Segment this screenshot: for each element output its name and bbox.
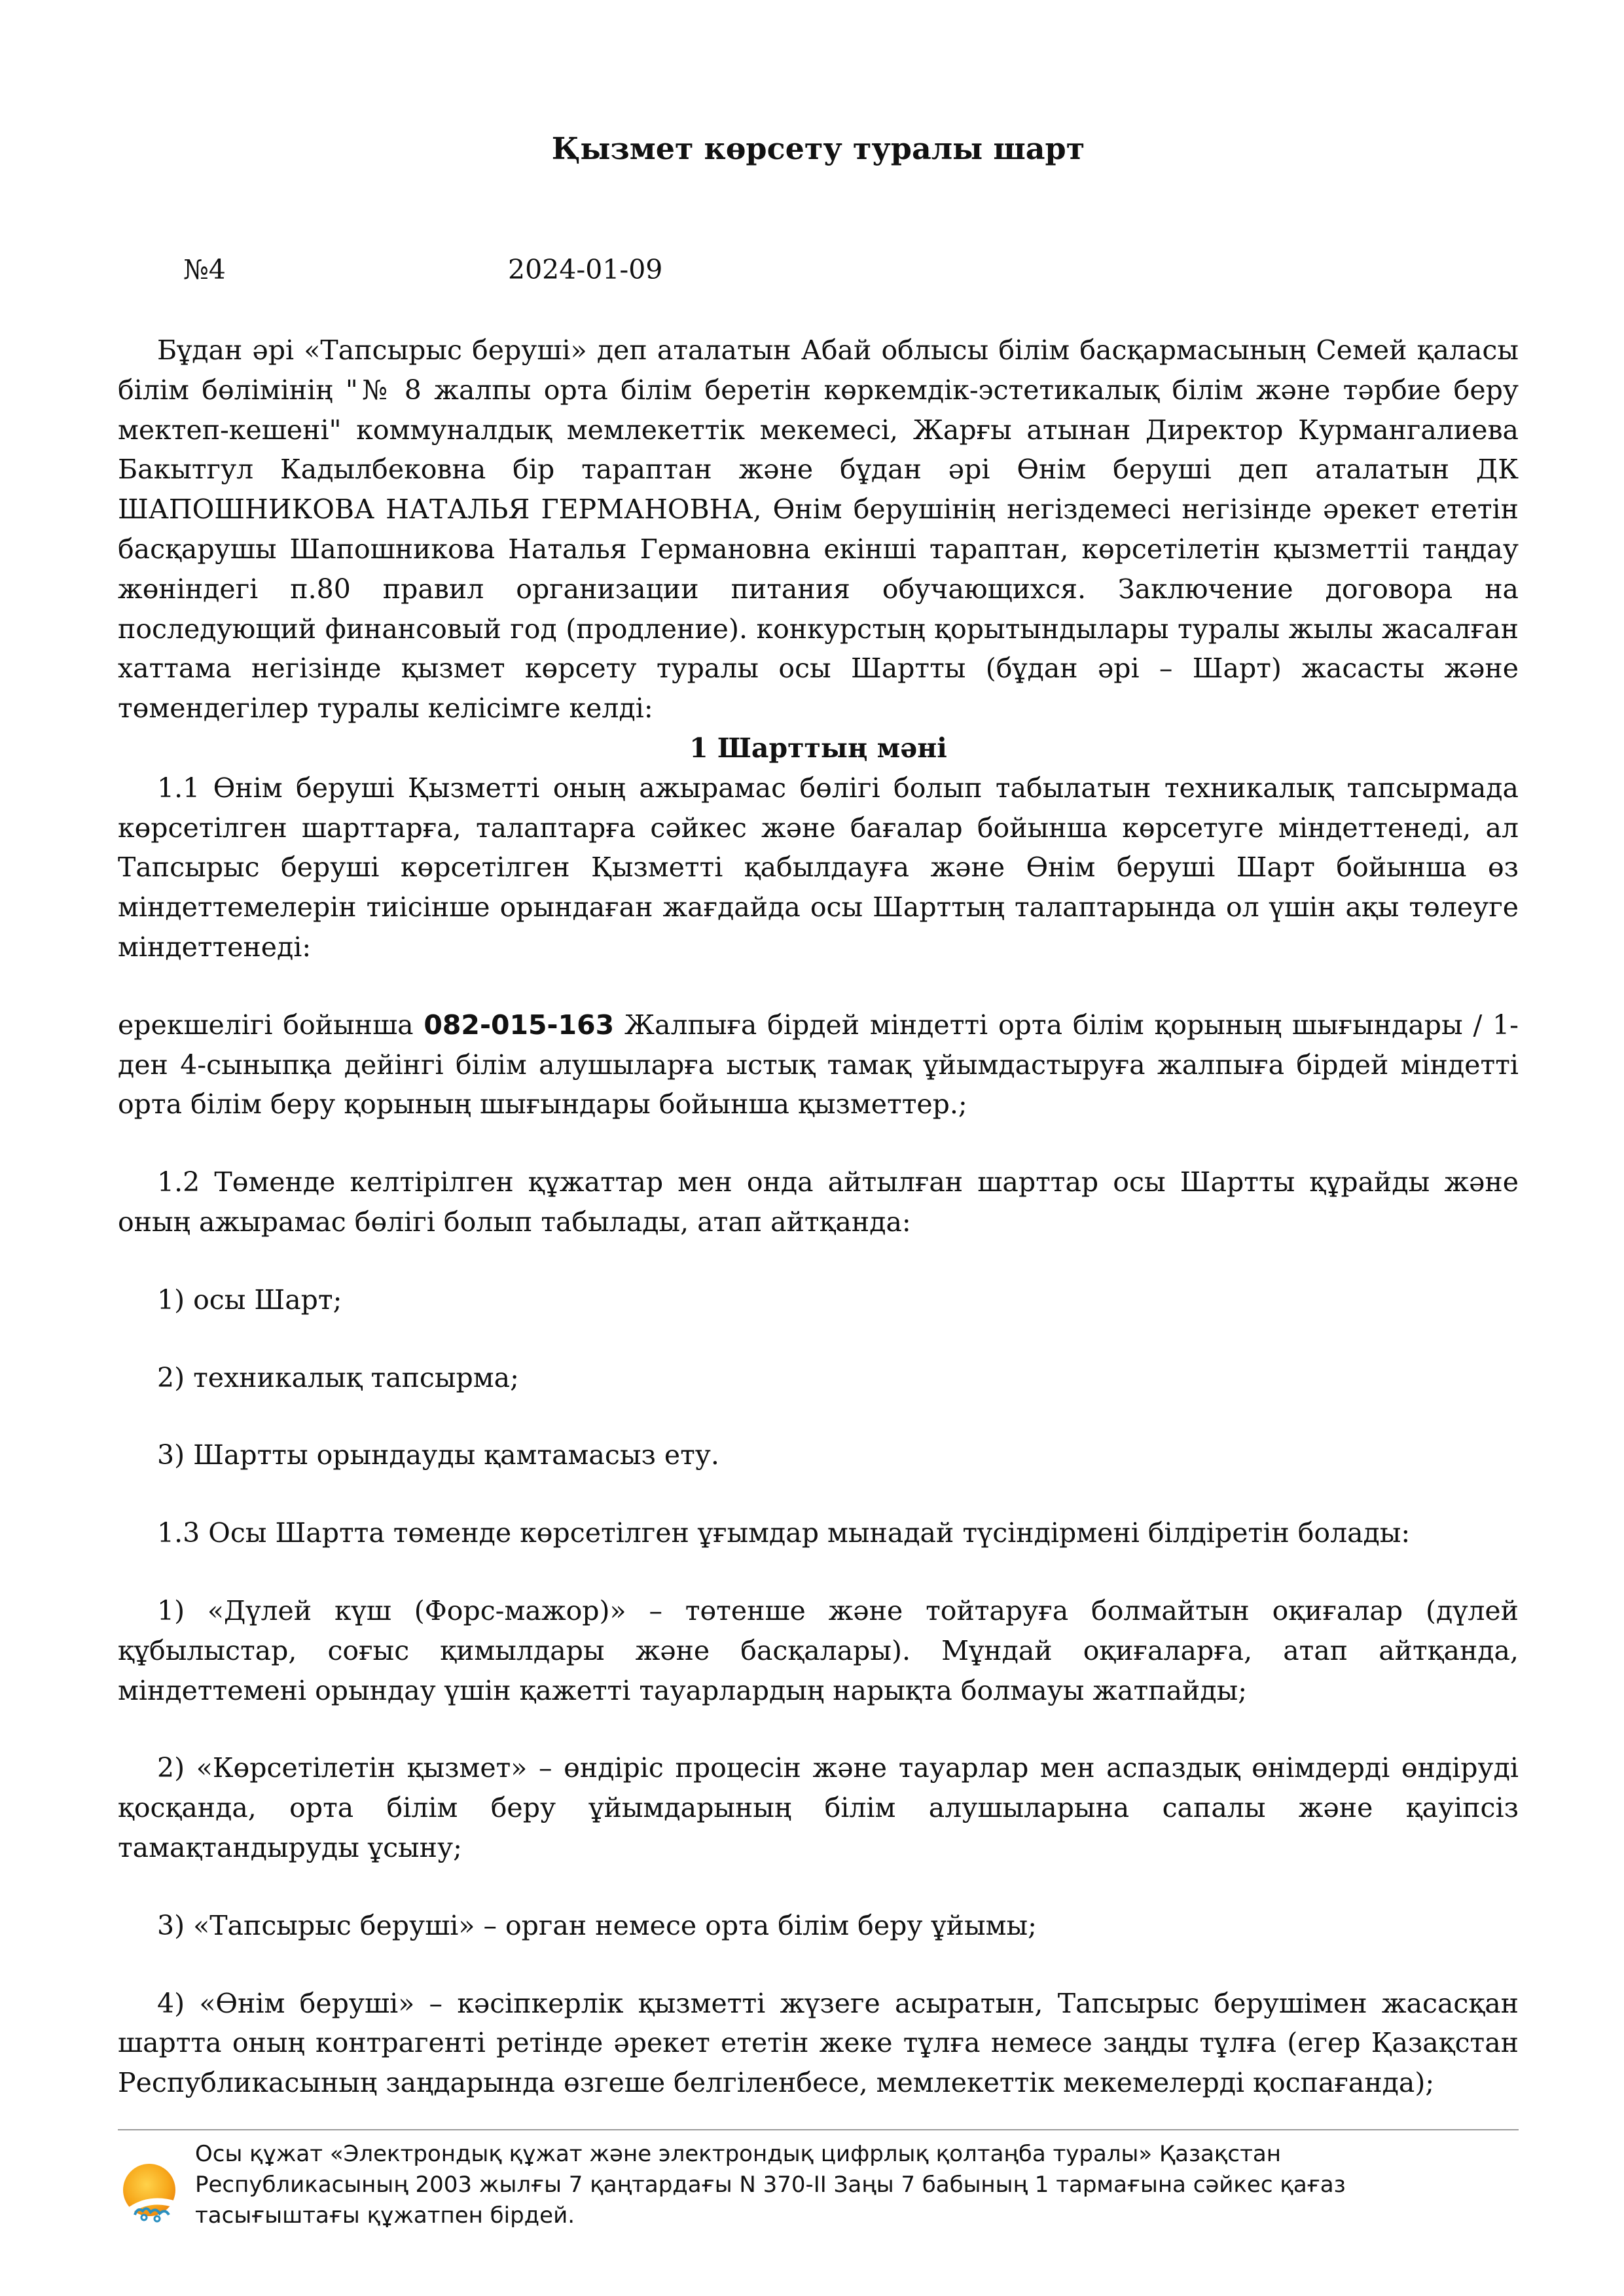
list-item-3: 3) Шартты орындауды қамтамасыз ету. [157, 1439, 719, 1471]
document-title: Қызмет көрсету туралы шарт [551, 131, 1085, 166]
document-body [118, 331, 1519, 2103]
paragraph-1-2: 1.2 Төменде келтірілген құжаттар мен онда айтылған шарттар осы Шартты құрайды және оның ажырамас бөлігі болып табылады, атап айтқанда: [118, 1166, 1519, 1238]
spec-prefix: ерекшелігі бойынша [118, 1009, 424, 1041]
document-number: №4 [183, 254, 226, 285]
definition-1: 1) «Дүлей күш (Форс-мажор)» – төтенше және тойтаруға болмайтын оқиғалар (дүлей құбылыстар, соғыс қимылдары және басқалары). Мұндай оқиғаларға, атап айтқанда, міндеттемені орындау үшін қажетті тауарлардың нарықта болмауы жатпайды; [118, 1594, 1519, 1706]
preamble-paragraph: Бұдан әрі «Тапсырыс беруші» деп аталатын Абай облысы білім басқармасының Семей қаласы білім бөлімінің "№ 8 жалпы орта білім беретін көркемдік-эстетикалық білім және тәрбие беру мектеп-кешені" коммуналдық мемлекеттік мекемесі, Жарғы атынан Директор Курмангалиева Бакытгул Кадылбековна бір тараптан және бұдан әрі Өнім беруші деп аталатын ДК ШАПОШНИКОВА НАТАЛЬЯ ГЕРМАНОВНА, Өнім берушінің негіздемесі негізінде әрекет ететін басқарушы Шапошникова Наталья Германовна екінші тараптан, көрсетілетін қызметтіі таңдау жөніндегі п.80 правил организации питания обучающихся. Заключение договора на последующий финансовый год (продление). конкурстың қорытындылары туралы жылы жасалған хаттама негізінде қызмет көрсету туралы осы Шартты (бұдан әрі – Шарт) жасасты және төмендегілер туралы келісімге келді: [118, 334, 1519, 725]
specification-paragraph [118, 1005, 1519, 1124]
definition-4: 4) «Өнім беруші» – кәсіпкерлік қызметті жүзеге асыратын, Тапсырыс берушімен жасасқан шартта оның контрагенті ретінде әрекет ететін жеке тұлға немесе заңды тұлға (егер Қазақстан Республикасының заңдарында өзгеше белгіленбесе, мемлекеттік мекемелерді қоспағанда); [118, 1987, 1519, 2099]
list-item-2: 2) техникалық тапсырма; [157, 1361, 519, 1393]
egov-sun-logo-icon [118, 2159, 183, 2224]
definition-3: 3) «Тапсырыс беруші» – орган немесе орта білім беру ұйымы; [157, 1909, 1037, 1941]
footer-divider [118, 2129, 1519, 2130]
list-item-1: 1) осы Шарт; [157, 1283, 342, 1316]
footer-legal-text: Осы құжат «Электрондық құжат және электрондық цифрлық қолтаңба туралы» Қазақстан Республикасының 2003 жылғы 7 қаңтардағы N 370-II Заңы 7 бабының 1 тармағына сәйкес қағаз тасығыштағы құжатпен бірдей. [195, 2141, 1346, 2229]
paragraph-1-3: 1.3 Осы Шартта төменде көрсетілген ұғымдар мынадай түсіндірмені білдіретін болады: [157, 1517, 1411, 1549]
definition-2: 2) «Көрсетілетін қызмет» – өндіріс процесін және тауарлар мен аспаздық өнімдерді өндіруді қосқанда, орта білім беру ұйымдарының білім алушыларына сапалы және қауіпсіз тамақтандыруды ұсыну; [118, 1752, 1519, 1863]
document-page [118, 0, 1519, 2296]
paragraph-1-1: 1.1 Өнім беруші Қызметті оның ажырамас бөлігі болып табылатын техникалық тапсырмада көрсетілген шарттарға, талаптарға сәйкес және бағалар бойынша көрсетуге міндеттенеді, ал Тапсырыс беруші көрсетілген Қызметті қабылдауға және Өнім беруші Шарт бойынша өз міндеттемелерін тиісінше орындаған жағдайда осы Шарттың талаптарында ол үшін ақы төлеуге міндеттенеді: [118, 772, 1519, 963]
spec-code: 082-015-163 [424, 1009, 615, 1041]
section-1-title: 1 Шарттың мәні [689, 732, 947, 764]
spec-text: Жалпыға бірдей міндетті орта білім қорының шығындары / 1-ден 4-сыныпқа дейінгі білім алушыларға ыстық тамақ ұйымдастыруға жалпыға бірдей міндетті орта білім беру қорының шығындары бойынша қызметтер.; [118, 1009, 1519, 1121]
document-date: 2024-01-09 [508, 254, 663, 285]
footer [118, 2139, 1519, 2237]
